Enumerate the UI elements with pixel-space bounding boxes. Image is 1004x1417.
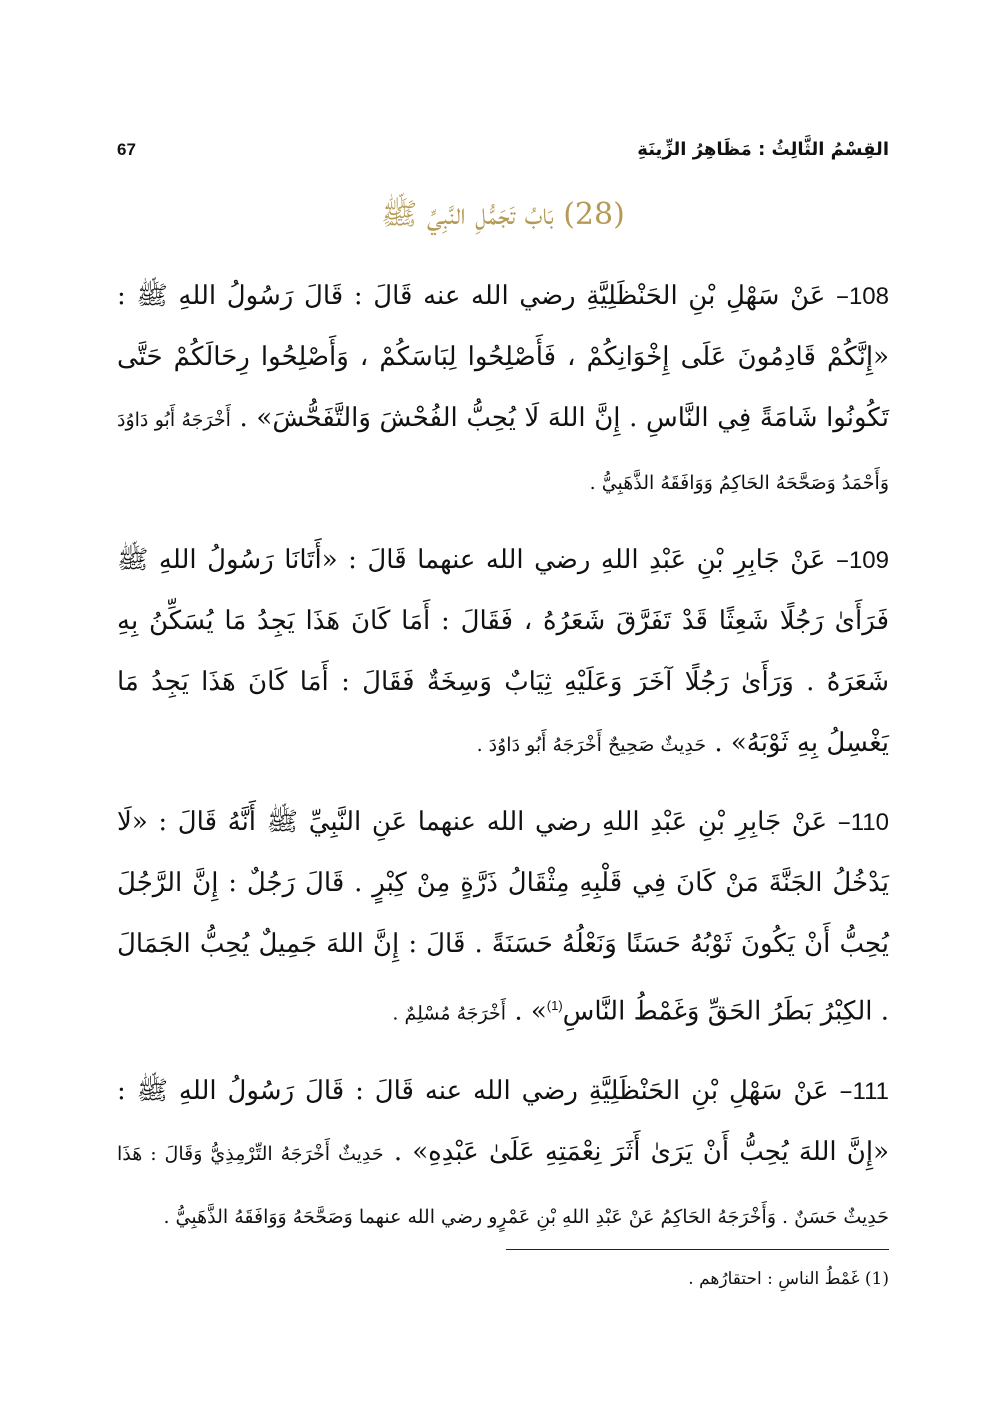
hadith-source: حَدِيثٌ أَخْرَجَهُ التِّرْمِذِيُّ وَقَالَ : هَذَا حَدِيثٌ حَسَنٌ . وَأَخْرَجَهُ الحَاكِمُ عَنْ عَبْدِ اللهِ بْنِ عَمْرٍو رضي الله عنهما وَصَحَّحَهُ وَوَافَقَهُ الذَّهَبِيُّ .: [117, 1142, 889, 1228]
chapter-title: (28) بَابُ تَجَمُّلِ النَّبِيِّ ﷺ: [381, 197, 625, 232]
page-number: 67: [117, 140, 136, 159]
hadith-source: أَخْرَجَهُ أَبُو دَاوُدَ وَأَحْمَدُ وَصَحَّحَهُ الحَاكِمُ وَوَافَقَهُ الذَّهَبِيُّ .: [117, 409, 889, 494]
footnote: (1) غَمْطُ الناسِ : احتقارُهم .: [688, 1269, 889, 1289]
hadith-number: 111: [852, 1077, 889, 1105]
hadith-number: 109: [848, 547, 889, 574]
hadith-110: [117, 792, 889, 1045]
footnote-marker[interactable]: (1): [546, 998, 563, 1013]
hadith-source: أَخْرَجَهُ مُسْلِمٌ .: [392, 1002, 507, 1025]
hadith-text: – عَنْ جَابِرِ بْنِ عَبْدِ اللهِ رضي الله عنهما قَالَ : «أَتَانَا رَسُولُ اللهِ ﷺ فَرَأَىٰ رَجُلًا شَعِثًا قَدْ تَفَرَّقَ شَعَرُهُ ، فَقَالَ : أَمَا كَانَ هَذَا يَجِدُ مَا يُسَكِّنُ بِهِ شَعَرَهُ . وَرَأَىٰ رَجُلًا آخَرَ وَعَلَيْهِ ثِيَابٌ وَسِخَةٌ فَقَالَ : أَمَا كَانَ هَذَا يَجِدُ مَا يَغْسِلُ بِهِ ثَوْبَهُ» .: [117, 545, 889, 758]
hadith-109: [117, 530, 889, 776]
hadith-text: – عَنْ جَابِرِ بْنِ عَبْدِ اللهِ رضي الله عنهما عَنِ النَّبِيِّ ﷺ أَنَّهُ قَالَ : «لَا يَدْخُلُ الجَنَّةَ مَنْ كَانَ فِي قَلْبِهِ مِثْقَالُ ذَرَّةٍ مِنْ كِبْرٍ . قَالَ رَجُلٌ : إِنَّ الرَّجُلَ يُحِبُّ أَنْ يَكُونَ ثَوْبُهُ حَسَنًا وَنَعْلُهُ حَسَنَةً . قَالَ : إِنَّ اللهَ جَمِيلٌ يُحِبُّ الجَمَالَ . الكِبْرُ بَطَرُ الحَقِّ وَغَمْطُ النَّاسِ: [117, 807, 889, 1027]
hadith-text-end: » .: [514, 996, 547, 1027]
hadith-number: 108: [848, 283, 889, 310]
hadith-text: – عَنْ سَهْلِ بْنِ الحَنْظَلِيَّةِ رضي الله عنه قَالَ : قَالَ رَسُولُ اللهِ ﷺ : «إِنَّكُمْ قَادِمُونَ عَلَى إِخْوَانِكُمْ ، فَأَصْلِحُوا لِبَاسَكُمْ ، وَأَصْلِحُوا رِحَالَكُمْ حَتَّى تَكُونُوا شَامَةً فِي النَّاسِ . إِنَّ اللهَ لَا يُحِبُّ الفُحْشَ وَالتَّفَحُّشَ» .: [117, 281, 890, 433]
footnote-divider: [506, 1249, 889, 1250]
section-title: القِسْمُ الثَّالِثُ : مَظَاهِرُ الزِّينَةِ: [637, 139, 889, 160]
hadith-source: حَدِيثٌ صَحِيحٌ أَخْرَجَهُ أَبُو دَاوُدَ .: [476, 734, 707, 756]
hadith-111: [117, 1061, 889, 1248]
hadith-108: [117, 266, 889, 514]
hadith-number: 110: [850, 809, 889, 836]
running-header: [117, 120, 889, 160]
hadith-list: [117, 266, 889, 1264]
hadith-text: – عَنْ سَهْلِ بْنِ الحَنْظَلِيَّةِ رضي الله عنه قَالَ : قَالَ رَسُولُ اللهِ ﷺ : «إِنَّ اللهَ يُحِبُّ أَنْ يَرَىٰ أَثَرَ نِعْمَتِهِ عَلَىٰ عَبْدِهِ» .: [117, 1075, 890, 1167]
